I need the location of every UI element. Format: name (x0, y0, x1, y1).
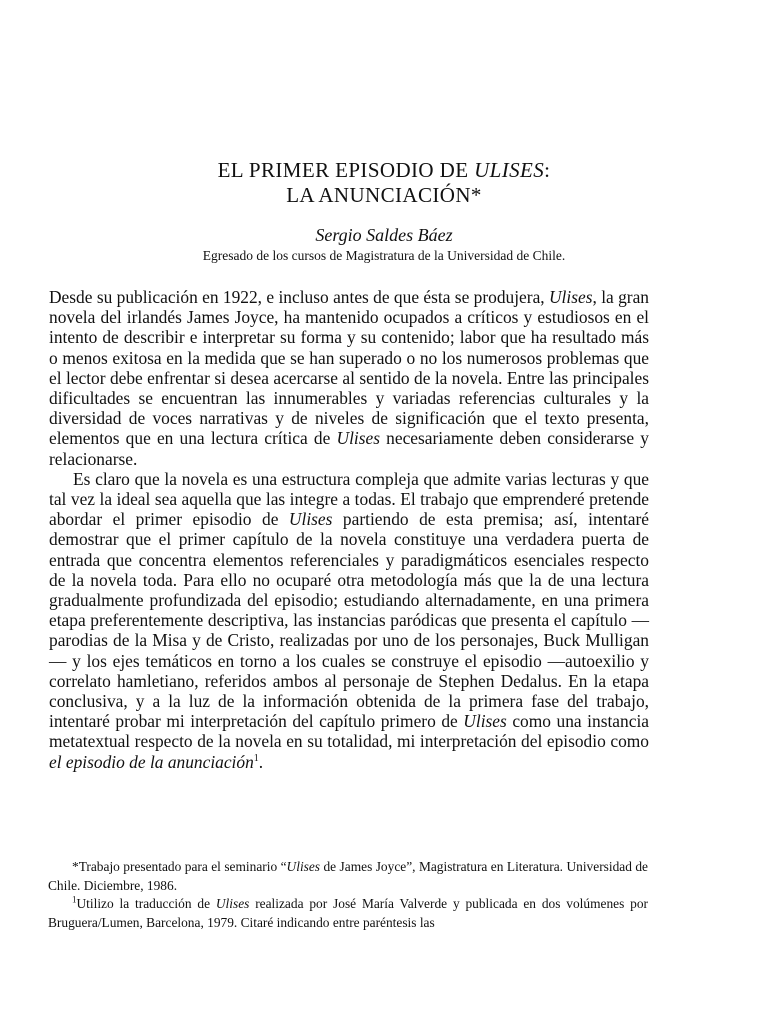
text-run: realizada por José María Valverde y publicada en dos volúmenes por Bruguera/Lumen, Barcelona, 1979. Citaré indicando entre paréntesis las (48, 896, 648, 930)
footnote-marker: 1 (72, 894, 77, 905)
title-colon: : (544, 158, 551, 182)
italic-text: el episodio de la anunciación (49, 751, 254, 772)
italic-text: Ulises (286, 859, 321, 874)
footnote-1 (48, 895, 648, 932)
italic-text: Ulises (288, 509, 333, 530)
text-run: *Trabajo presentado para el seminario “ (72, 859, 287, 874)
text-run: Es claro que la novela es una estructura compleja que admite varias lecturas y que tal vez la ideal sea aquella que las integre a todas. El trabajo que emprenderé pretende abordar el primer episodio de (49, 468, 649, 530)
author-affiliation: Egresado de los cursos de Magistratura de la Universidad de Chile. (202, 248, 566, 263)
title-line-2: LA ANUNCIACIÓN* (286, 183, 482, 207)
text-run: como una instancia metatextual respecto de la novela en su totalidad, mi interpretación del episodio como (49, 711, 649, 752)
italic-text: Ulises (215, 896, 250, 911)
footnote-marker: 1 (253, 752, 259, 764)
title-italic-word: ULISES (474, 158, 545, 182)
footnote-asterisk (48, 858, 648, 895)
text-run: . (258, 751, 264, 772)
article-body (49, 287, 649, 772)
title-prefix: EL PRIMER EPISODIO DE (217, 158, 475, 182)
text-run: Desde su publicación en 1922, e incluso antes de que ésta se produjera, (49, 287, 549, 307)
body-paragraph-2 (49, 469, 649, 772)
text-run: necesariamente deben considerarse y relacionarse. (49, 428, 649, 469)
text-run: , la gran novela del irlandés James Joyce, ha mantenido ocupados a críticos y estudiosos en el intento de describir e interpretar su forma y su contenido; labor que ha resultado más o menos exitosa en la medida que se han superado o no los numerosos problemas que el lector debe enfrentar si desea acercarse al sentido de la novela. Entre las principales dificultades se encuentran las innumerables y variadas referencias culturales y la diversidad de voces narrativas y de niveles de significación que el texto presenta, elementos que en una lectura crítica de (49, 287, 650, 449)
text-run: partiendo de esta premisa; así, intentaré demostrar que el primer capítulo de la novela constituye una verdadera puerta de entrada que concentra elementos referenciales y paradigmáticos esenciales respecto de la novela toda. Para ello no ocuparé otra metodología más que la de una lectura gradualmente profundizada del episodio; estudiando alternadamente, en una primera etapa preferentemente descriptiva, las instancias paródicas que presenta el capítulo —parodias de la Misa y de Cristo, realizadas por uno de los personajes, Buck Mulligan— y los ejes temáticos en torno a los cuales se construye el episodio —autoexilio y correlato hamletiano, referidos ambos al personaje de Stephen Dedalus. En la etapa conclusiva, y a la luz de la información obtenida de la primera fase del trabajo, intentaré probar mi interpretación del capítulo primero de (49, 509, 649, 732)
body-paragraph-1 (49, 287, 649, 469)
italic-text: Ulises (336, 428, 380, 449)
text-run: de James Joyce”, Magistratura en Literatura. Universidad de Chile. Diciembre, 1986. (48, 859, 649, 893)
italic-text: Ulises (463, 711, 507, 732)
text-run: Utilizo la traducción de (76, 896, 216, 911)
title-line-1 (0, 158, 768, 183)
italic-text: Ulises (549, 287, 593, 307)
author-name: Sergio Saldes Báez (315, 225, 453, 245)
footnotes (48, 858, 648, 932)
article-title (0, 158, 768, 208)
